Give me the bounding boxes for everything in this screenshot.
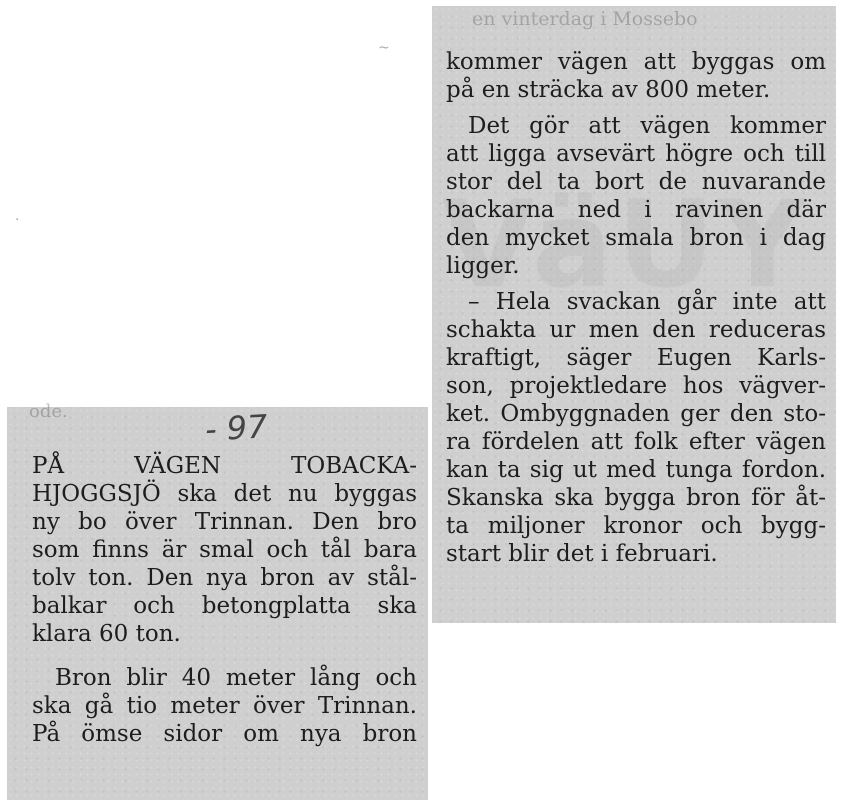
text-line: son, projektledare hos vägver- xyxy=(446,373,826,399)
text-line: ny bo över Trinnan. Den bro xyxy=(32,509,417,535)
clipping-right xyxy=(432,6,836,623)
text-line: PÅ VÄGEN TOBACKA- xyxy=(32,453,417,479)
cut-off-top-line: en vinterdag i Mossebo xyxy=(472,8,698,30)
scan-speck: · xyxy=(15,212,20,228)
text-line: Skanska ska bygga bron för åt- xyxy=(446,485,826,511)
text-line: kraftigt, säger Eugen Karls- xyxy=(446,345,826,371)
text-line: ska gå tio meter över Trinnan. xyxy=(32,693,417,719)
text-line: backarna ned i ravinen där xyxy=(446,197,826,223)
text-line: den mycket smala bron i dag xyxy=(446,225,826,251)
text-line: att ligga avsevärt högre och till xyxy=(446,141,826,167)
text-line: kan ta sig ut med tunga fordon. xyxy=(446,457,826,483)
text-line: Bron blir 40 meter lång och xyxy=(55,665,417,691)
text-line: ligger. xyxy=(446,253,520,279)
text-line: ket. Ombyggnaden ger den sto- xyxy=(446,401,826,427)
text-line: – Hela svackan går inte att xyxy=(468,289,826,315)
text-line: som finns är smal och tål bara xyxy=(32,537,417,563)
text-line: Det gör att vägen kommer xyxy=(468,113,826,139)
text-line: schakta ur men den reduceras xyxy=(446,317,826,343)
text-line: klara 60 ton. xyxy=(32,621,181,647)
clipping-left xyxy=(7,401,428,800)
text-line: kommer vägen att byggas om xyxy=(446,49,826,75)
text-line: tolv ton. Den nya bron av stål- xyxy=(32,565,417,591)
cut-off-top-line: ode. xyxy=(29,401,68,422)
text-line: ra fördelen att folk efter vägen xyxy=(446,429,826,455)
handwritten-year-note: - 97 xyxy=(204,407,269,449)
text-line: HJOGGSJÖ ska det nu byggas xyxy=(32,481,417,507)
text-line: På ömse sidor om nya bron xyxy=(32,721,417,747)
text-line: balkar och betongplatta ska xyxy=(32,593,417,619)
text-line: på en sträcka av 800 meter. xyxy=(446,77,771,103)
text-line: start blir det i februari. xyxy=(446,541,718,567)
text-line: ta miljoner kronor och bygg- xyxy=(446,513,826,539)
scan-speck: ~ xyxy=(378,40,390,56)
text-line: stor del ta bort de nuvarande xyxy=(446,169,826,195)
